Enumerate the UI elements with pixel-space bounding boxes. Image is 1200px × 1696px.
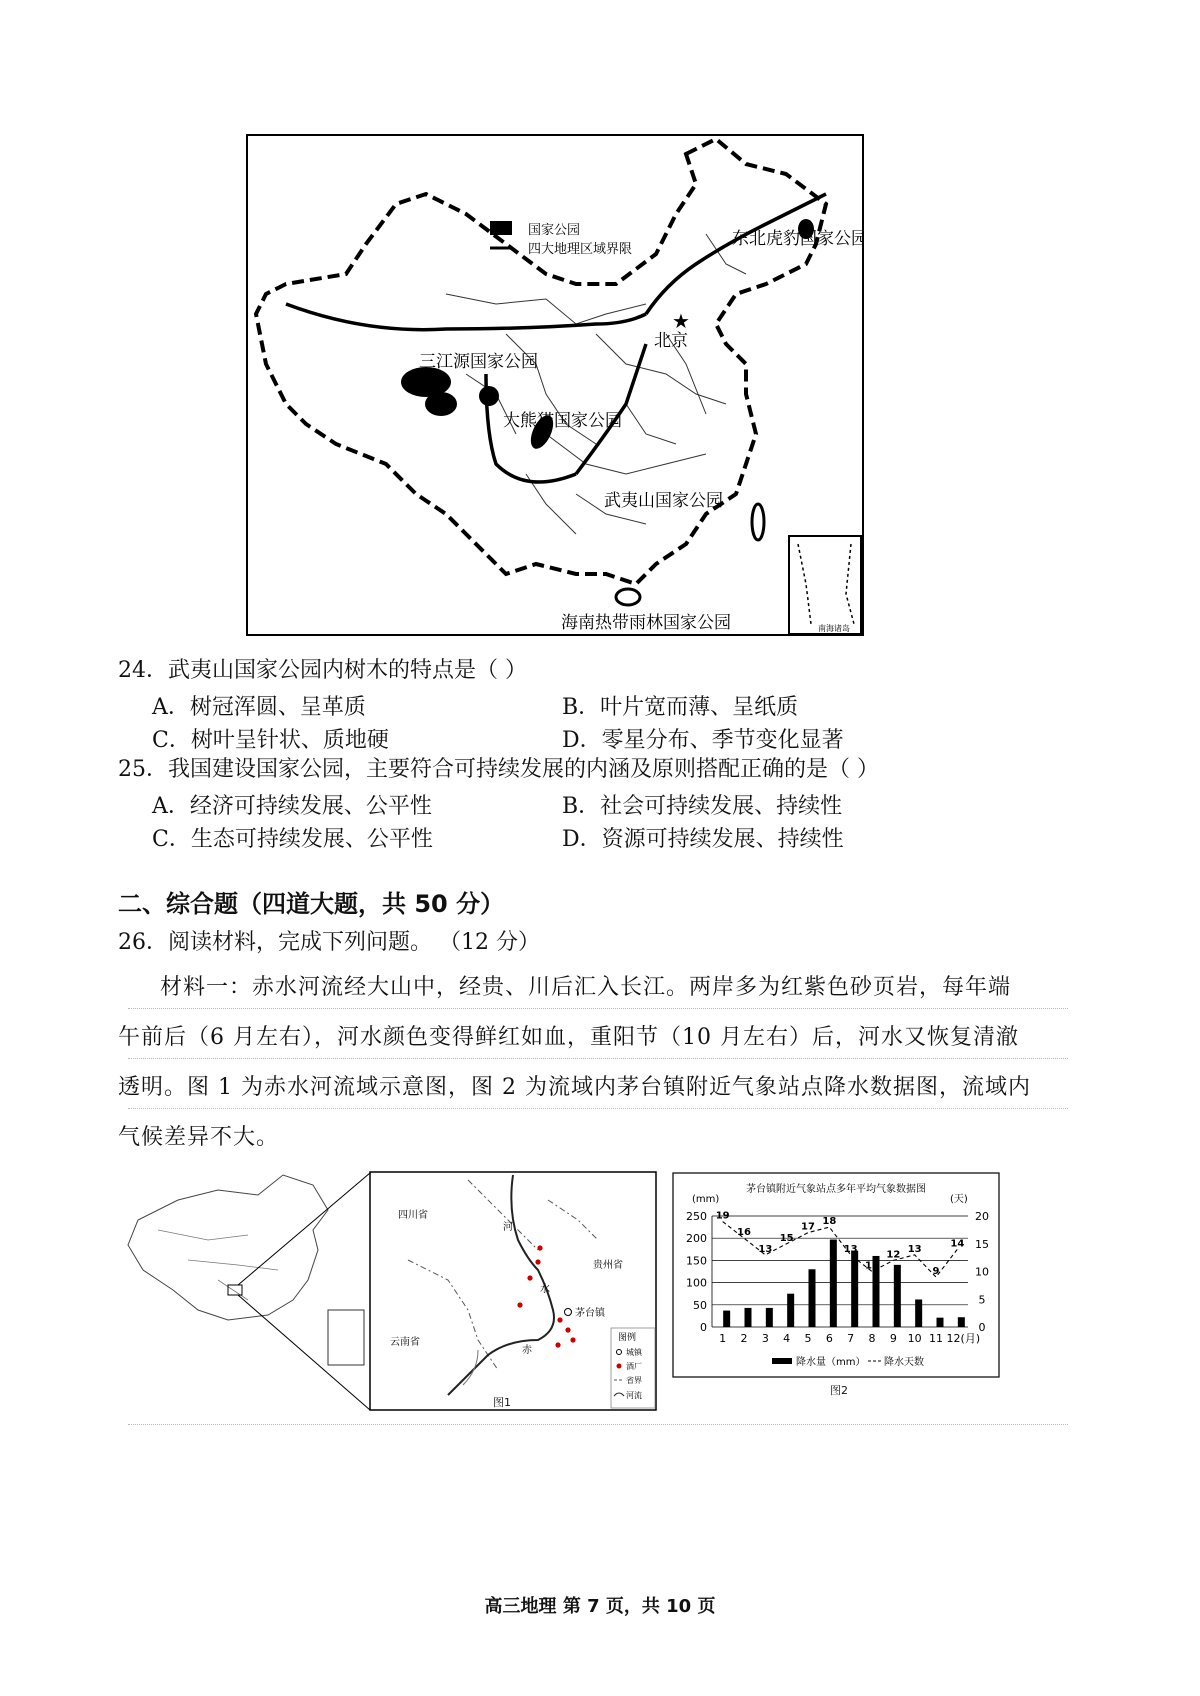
q24-stem: 24．武夷山国家公园内树木的特点是（ ）	[118, 658, 527, 683]
chart-y-left-unit: (mm)	[692, 1194, 720, 1205]
fig1-label-he: 河	[503, 1222, 513, 1233]
fig1-caption: 图1	[493, 1396, 511, 1409]
fig2-caption: 图2	[830, 1384, 848, 1397]
label-nanhai: 南海诸岛	[818, 624, 850, 633]
fig1-label-yunnan: 云南省	[390, 1337, 420, 1348]
fig1-label-guizhou: 贵州省	[593, 1260, 623, 1271]
precip-bar	[958, 1317, 965, 1327]
fig1-legend-distillery: 酒厂	[626, 1362, 642, 1371]
q24-option-a: A．树冠浑圆、呈革质	[152, 695, 366, 720]
rain-days-label: 16	[737, 1227, 751, 1239]
rain-days-label: 14	[950, 1238, 965, 1250]
rain-days-label: 15	[779, 1232, 794, 1244]
precip-bar	[851, 1251, 858, 1327]
label-beijing: 北京	[654, 331, 688, 351]
rain-days-label: 10	[865, 1260, 879, 1272]
x-tick-label: 8	[868, 1332, 876, 1345]
label-dongbei: 东北虎豹国家公园	[732, 229, 864, 249]
rain-days-label: 12	[886, 1249, 901, 1261]
precip-bar	[830, 1240, 837, 1327]
x-tick-label: 3	[761, 1332, 769, 1345]
chart-y-right-unit: (天)	[950, 1194, 968, 1205]
q24-option-d: D．零星分布、季节变化显著	[562, 728, 844, 753]
fig1-label-maotai: 茅台镇	[575, 1308, 605, 1319]
precip-bar	[745, 1308, 752, 1327]
map-svg	[246, 134, 864, 636]
chart-title: 茅台镇附近气象站点多年平均气象数据图	[746, 1184, 926, 1195]
fig1-legend-river: 河流	[626, 1391, 642, 1400]
figure-2	[672, 1172, 1000, 1415]
legend-bar-swatch	[772, 1358, 792, 1364]
label-sanjiangyuan: 三江源国家公园	[419, 352, 538, 372]
fig1-nanhai-inset	[328, 1310, 364, 1365]
q25-option-b: B．社会可持续发展、持续性	[562, 794, 843, 819]
fig1-label-shui: 水	[540, 1284, 550, 1295]
rain-days-label: 13	[843, 1243, 858, 1255]
beijing-star-icon: ★	[672, 309, 690, 333]
precip-bar	[937, 1318, 944, 1327]
q26-stem: 26．阅读材料，完成下列问题。 （12 分）	[118, 930, 540, 955]
fig1-svg	[118, 1170, 658, 1415]
rain-days-label: 19	[715, 1210, 730, 1222]
x-tick-label: 1	[719, 1332, 727, 1345]
legend-bar-label: 降水量（mm）	[796, 1357, 866, 1368]
legend-boundary-label: 四大地理区域界限	[528, 242, 633, 257]
x-tick-label: 9	[889, 1332, 897, 1345]
fig1-legend-town: 城镇	[626, 1348, 642, 1357]
precip-bar	[809, 1269, 816, 1327]
y-left-tick-label: 150	[686, 1254, 707, 1268]
fig1-label-chi: 赤	[522, 1345, 532, 1356]
q25-option-c: C．生态可持续发展、公平性	[152, 827, 433, 852]
section-2-title: 二、综合题（四道大题，共 50 分）	[118, 890, 505, 918]
maotai-town-marker	[565, 1309, 572, 1316]
precip-bar	[766, 1308, 773, 1327]
q26-line-1: 材料一：赤水河流经大山中，经贵、川后汇入长江。两岸多为红紫色砂页岩，每年端	[160, 975, 1012, 1000]
rain-days-label: 17	[801, 1221, 815, 1233]
y-left-tick-label: 50	[693, 1298, 707, 1312]
y-left-tick-label: 200	[686, 1232, 707, 1246]
x-tick-label: 6	[825, 1332, 833, 1345]
y-left-tick-label: 0	[700, 1321, 707, 1334]
y-right-tick-label: 10	[975, 1265, 989, 1279]
q26-line-4: 气候差异不大。	[118, 1125, 280, 1150]
y-right-tick-label: 5	[978, 1293, 986, 1307]
y-right-tick-label: 0	[978, 1321, 986, 1334]
rain-days-label: 13	[907, 1243, 922, 1255]
china-national-parks-map	[246, 134, 864, 636]
precip-bar	[723, 1311, 730, 1327]
precip-bar	[894, 1265, 901, 1327]
figure-1	[118, 1170, 658, 1415]
q24-option-b: B．叶片宽而薄、呈纸质	[562, 695, 799, 720]
precip-bar	[915, 1299, 922, 1327]
x-tick-label: 2	[740, 1332, 748, 1345]
x-tick-label: 5	[804, 1332, 812, 1345]
y-right-tick-label: 20	[975, 1210, 989, 1223]
q26-line-3: 透明。图 1 为赤水河流域示意图，图 2 为流域内茅台镇附近气象站点降水数据图，流域内	[118, 1075, 1031, 1100]
x-tick-label: 4	[783, 1332, 791, 1345]
q25-stem: 25．我国建设国家公园，主要符合可持续发展的内涵及原则搭配正确的是（ ）	[118, 757, 879, 782]
q25-option-d: D．资源可持续发展、持续性	[562, 827, 844, 852]
page-footer: 高三地理 第 7 页，共 10 页	[484, 1596, 716, 1617]
fig1-label-sichuan: 四川省	[398, 1210, 428, 1221]
legend-line-label: 降水天数	[884, 1357, 924, 1368]
x-tick-label: 10	[907, 1332, 922, 1345]
x-tick-label: 7	[847, 1332, 855, 1345]
legend-park-swatch	[490, 221, 512, 235]
precip-bar	[787, 1294, 794, 1327]
label-wuyishan: 武夷山国家公园	[604, 491, 723, 511]
x-tick-label: 11	[929, 1332, 943, 1345]
rain-days-label: 13	[758, 1243, 773, 1255]
legend-park-label: 国家公园	[528, 223, 581, 238]
q26-line-2: 午前后（6 月左右），河水颜色变得鲜红如血，重阳节（10 月左右）后，河水又恢复清澈	[118, 1025, 1019, 1050]
fig1-legend-title: 图例	[618, 1333, 637, 1343]
q25-option-a: A．经济可持续发展、公平性	[152, 794, 432, 819]
y-left-tick-label: 250	[686, 1210, 707, 1223]
fig1-locator-box	[228, 1285, 242, 1295]
rain-days-label: 18	[822, 1216, 837, 1228]
label-hainan: 海南热带雨林国家公园	[561, 613, 731, 633]
fig1-legend-border: 省界	[626, 1376, 642, 1385]
precip-chart	[672, 1172, 1000, 1378]
china-mini-outline	[128, 1175, 328, 1320]
y-left-tick-label: 100	[686, 1276, 707, 1290]
y-right-tick-label: 15	[975, 1237, 989, 1251]
x-tick-label: 12(月)	[946, 1332, 981, 1345]
label-daxiongmao: 大熊猫国家公园	[503, 411, 622, 431]
rain-days-label: 9	[932, 1266, 940, 1278]
q24-option-c: C．树叶呈针状、质地硬	[152, 728, 389, 753]
